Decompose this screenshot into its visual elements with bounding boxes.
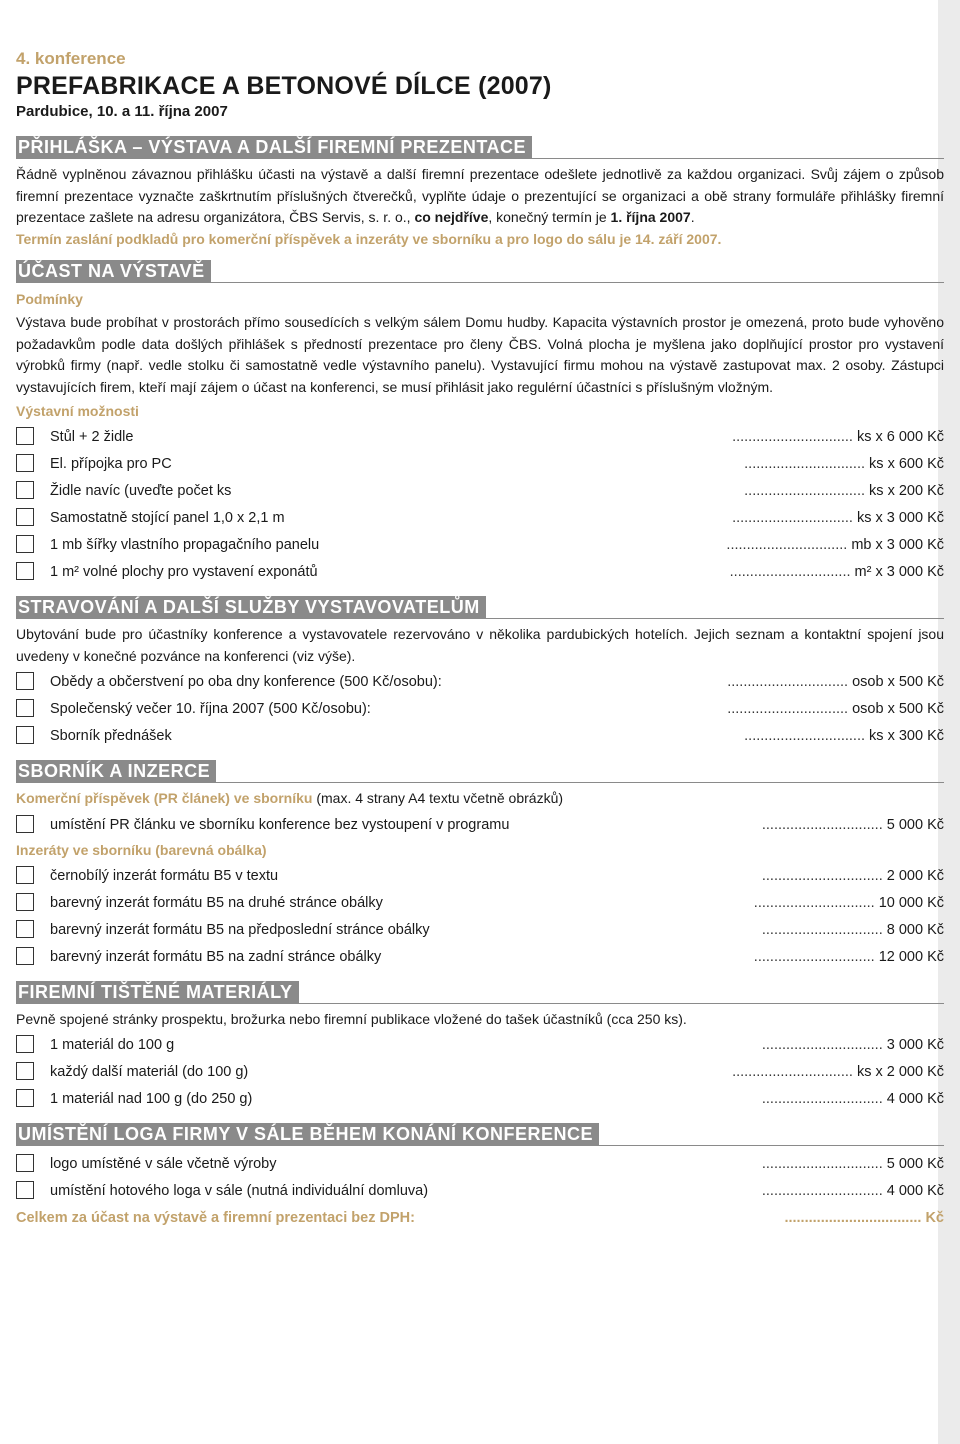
checkbox[interactable]	[16, 1089, 34, 1107]
option-row: barevný inzerát formátu B5 na druhé stránce obálky .............................. 10 000 Kč	[16, 890, 944, 917]
option-row: 1 materiál do 100 g .............................. 3 000 Kč	[16, 1032, 944, 1059]
checkbox[interactable]	[16, 562, 34, 580]
checkbox[interactable]	[16, 866, 34, 884]
option-row: 1 mb šířky vlastního propagačního panelu .............................. mb x 3 000 Kč	[16, 532, 944, 559]
option-row: černobílý inzerát formátu B5 v textu .............................. 2 000 Kč	[16, 863, 944, 890]
conference-number: 4. konference	[16, 49, 126, 68]
section-heading-proceedings: SBORNÍK A INZERCE	[16, 760, 944, 785]
total-label: Celkem za účast na výstavě a firemní prezentaci bez DPH:	[16, 1210, 415, 1226]
conditions-title: Podmínky	[16, 291, 83, 307]
options-title: Výstavní možnosti	[16, 403, 139, 419]
option-row: barevný inzerát formátu B5 na předposlední stránce obálky .............................. 8 000 Kč	[16, 917, 944, 944]
checkbox[interactable]	[16, 947, 34, 965]
printed-options-list	[16, 1032, 944, 1113]
checkbox[interactable]	[16, 726, 34, 744]
option-row: logo umístěné v sále včetně výroby .............................. 5 000 Kč	[16, 1151, 944, 1178]
application-form	[16, 48, 944, 1233]
page-title: PREFABRIKACE A BETONOVÉ DÍLCE (2007)	[16, 72, 552, 100]
section-heading-catering: STRAVOVÁNÍ A DALŠÍ SLUŽBY VYSTAVOVATELŮM	[16, 596, 944, 621]
checkbox[interactable]	[16, 1154, 34, 1172]
section-heading-application: PŘIHLÁŠKA – VÝSTAVA A DALŠÍ FIREMNÍ PREZENTACE	[16, 136, 944, 161]
printed-materials-text: Pevně spojené stránky prospektu, brožurka nebo firemní publikace vložené do tašek účastníků (cca 250 ks).	[16, 1010, 687, 1027]
option-row: Samostatně stojící panel 1,0 x 2,1 m .............................. ks x 3 000 Kč	[16, 505, 944, 532]
option-row: 1 m² volné plochy pro vystavení exponátů .............................. m² x 3 000 Kč	[16, 559, 944, 586]
catering-options-list	[16, 669, 944, 750]
checkbox[interactable]	[16, 535, 34, 553]
checkbox[interactable]	[16, 893, 34, 911]
option-row: Sborník přednášek .............................. ks x 300 Kč	[16, 723, 944, 750]
section-heading-exhibition: ÚČAST NA VÝSTAVĚ	[16, 260, 944, 285]
option-row: umístění hotového loga v sále (nutná individuální domluva) .............................. 4 000 Kč	[16, 1178, 944, 1205]
option-row: Obědy a občerstvení po oba dny konference (500 Kč/osobu): .............................. osob x 500 Kč	[16, 669, 944, 696]
intro-paragraph: Řádně vyplněnou závaznou přihlášku účasti na výstavě a další firemní prezentace odešlete jednotlivě za každou organizaci. Svůj zájem o způsob firemní prezentace vyznačte zaškrtnutím příslušných čtverečků, vyplňte údaje o prezentující se organizaci a obě strany formuláře přihlášky firemní prezentace zašlete na adresu organizátora, ČBS Servis, s. r. o., co nejdříve, konečný termín je 1. října 2007.	[16, 166, 944, 225]
option-row: Židle navíc (uveďte počet ks .............................. ks x 200 Kč	[16, 478, 944, 505]
checkbox[interactable]	[16, 672, 34, 690]
checkbox[interactable]	[16, 815, 34, 833]
option-row: Stůl + 2 židle .............................. ks x 6 000 Kč	[16, 424, 944, 451]
total-field[interactable]: .................................. Kč	[784, 1210, 944, 1226]
section-heading-printed-materials: FIREMNÍ TIŠTĚNÉ MATERIÁLY	[16, 981, 944, 1006]
checkbox[interactable]	[16, 454, 34, 472]
option-row: 1 materiál nad 100 g (do 250 g) .............................. 4 000 Kč	[16, 1086, 944, 1113]
option-row: barevný inzerát formátu B5 na zadní stránce obálky .............................. 12 000 Kč	[16, 944, 944, 971]
exhibition-options-list	[16, 424, 944, 586]
checkbox[interactable]	[16, 427, 34, 445]
checkbox[interactable]	[16, 1035, 34, 1053]
pr-article-title: Komerční příspěvek (PR článek) ve sborníku (max. 4 strany A4 textu včetně obrázků)	[16, 790, 564, 806]
checkbox[interactable]	[16, 1062, 34, 1080]
checkbox[interactable]	[16, 920, 34, 938]
checkbox[interactable]	[16, 1181, 34, 1199]
checkbox[interactable]	[16, 481, 34, 499]
checkbox[interactable]	[16, 699, 34, 717]
ads-title: Inzeráty ve sborníku (barevná obálka)	[16, 841, 267, 858]
deadline-note: Termín zaslání podkladů pro komerční příspěvek a inzeráty ve sborníku a pro logo do sálu je 14. září 2007.	[16, 230, 722, 247]
pr-options-list	[16, 812, 944, 839]
conditions-text: Výstava bude probíhat v prostorách přímo sousedících s velkým sálem Domu hudby. Kapacita výstavních prostor je omezená, proto bude vyhověno požadavkům podle data došlých přihlášek s předností prezentace pro členy ČBS. Volná plocha je myšlena jako doplňující prostor pro vystavení výrobků firmy (např. vedle stolku či samostatně vedle výstavního panelu). Vystavující firmu mohou na výstavě zastupovat max. 2 osoby. Zástupci vystavujících firem, kteří mají zájem o účast na konferenci, se musí přihlásit jako regulérní účastníci s příslušným vložným.	[16, 314, 944, 395]
option-row: El. přípojka pro PC .............................. ks x 600 Kč	[16, 451, 944, 478]
option-row: umístění PR článku ve sborníku konference bez vystoupení v programu .............................. 5 000 Kč	[16, 812, 944, 839]
logo-options-list	[16, 1151, 944, 1205]
ads-options-list	[16, 863, 944, 971]
option-row: každý další materiál (do 100 g) .............................. ks x 2 000 Kč	[16, 1059, 944, 1086]
conference-date: Pardubice, 10. a 11. října 2007	[16, 103, 228, 120]
accommodation-text: Ubytování bude pro účastníky konference a vystavovatele rezervováno v několika pardubických hotelích. Jejich seznam a kontaktní spojení jsou uvedeny v konečné pozvánce na konferenci (viz výše).	[16, 626, 944, 664]
option-row: Společenský večer 10. října 2007 (500 Kč/osobu): .............................. osob x 500 Kč	[16, 696, 944, 723]
checkbox[interactable]	[16, 508, 34, 526]
total-row	[16, 1205, 944, 1233]
section-heading-logo: UMÍSTĚNÍ LOGA FIRMY V SÁLE BĚHEM KONÁNÍ KONFERENCE	[16, 1123, 944, 1148]
